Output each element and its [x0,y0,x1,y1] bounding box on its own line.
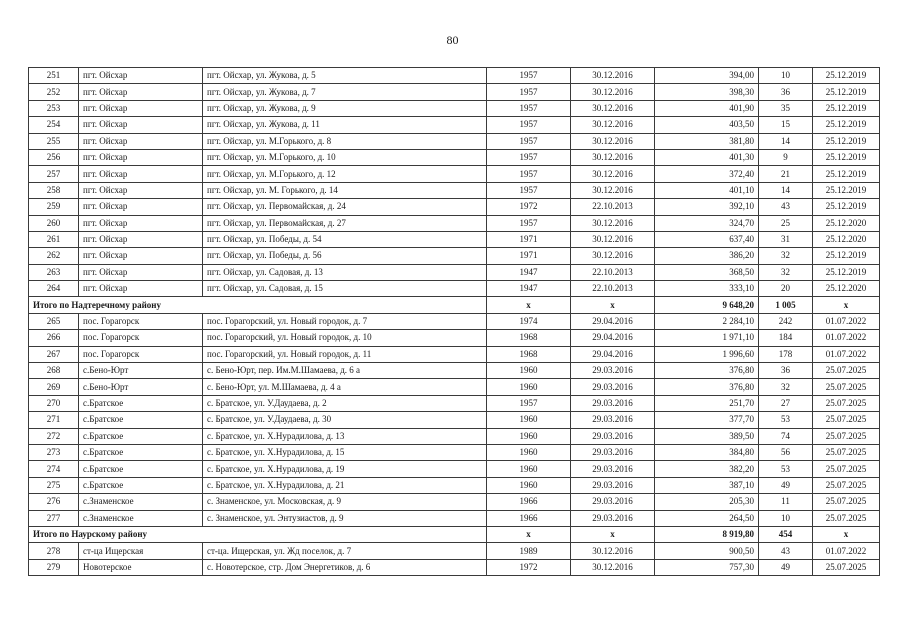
residents-count-cell: 178 [759,346,813,362]
locality-cell: пгт. Ойсхар [79,264,203,280]
residents-count-cell: 43 [759,199,813,215]
row-number-cell: 278 [29,543,79,559]
locality-cell: с.Бено-Юрт [79,379,203,395]
row-number-cell: 252 [29,84,79,100]
term-date-cell: 25.12.2019 [813,68,880,84]
table-row [29,510,880,526]
address-cell: пгт. Ойсхар, ул. Садовая, д. 13 [203,264,487,280]
residents-count-cell: 74 [759,428,813,444]
term-date-cell: 25.07.2025 [813,395,880,411]
date-cell: 22.10.2013 [571,264,655,280]
term-date-cell: 25.07.2025 [813,444,880,460]
address-cell: с. Новотерское, стр. Дом Энергетиков, д. 6 [203,559,487,575]
year-cell: 1960 [487,461,571,477]
year-cell: 1971 [487,231,571,247]
row-number-cell: 273 [29,444,79,460]
table-row [29,100,880,116]
area-cell: 398,30 [655,84,759,100]
address-cell: пос. Горагорский, ул. Новый городок, д. 10 [203,330,487,346]
year-cell: 1972 [487,559,571,575]
date-cell: 29.03.2016 [571,428,655,444]
year-cell: 1947 [487,264,571,280]
year-cell: 1968 [487,346,571,362]
locality-cell: с.Знаменское [79,494,203,510]
area-cell: 1 971,10 [655,330,759,346]
row-number-cell: 271 [29,412,79,428]
area-cell: 392,10 [655,199,759,215]
residents-count-cell: 32 [759,264,813,280]
year-cell: 1972 [487,199,571,215]
term-date-cell: 25.07.2025 [813,510,880,526]
term-date-cell: 25.07.2025 [813,363,880,379]
row-number-cell: 267 [29,346,79,362]
area-cell: 368,50 [655,264,759,280]
residents-count-cell: 10 [759,68,813,84]
term-date-cell: 25.07.2025 [813,477,880,493]
residents-count-cell: 27 [759,395,813,411]
table-row [29,395,880,411]
locality-cell: пгт. Ойсхар [79,100,203,116]
table-row [29,346,880,362]
address-cell: пгт. Ойсхар, ул. Садовая, д. 15 [203,281,487,297]
term-date-cell: 25.12.2019 [813,166,880,182]
date-cell: 30.12.2016 [571,100,655,116]
term-date-cell: 25.12.2019 [813,182,880,198]
table-row [29,313,880,329]
address-cell: с. Братское, ул. У.Даудаева, д. 2 [203,395,487,411]
area-cell: 637,40 [655,231,759,247]
total-label: Итого по Надтеречному району [29,297,487,313]
area-cell: 251,70 [655,395,759,411]
area-cell: 384,80 [655,444,759,460]
area-cell: 403,50 [655,117,759,133]
year-cell: 1960 [487,363,571,379]
term-date-cell: 01.07.2022 [813,330,880,346]
year-cell: 1957 [487,182,571,198]
table-row [29,84,880,100]
date-cell: 30.12.2016 [571,543,655,559]
area-cell: 386,20 [655,248,759,264]
year-cell: 1971 [487,248,571,264]
term-date-cell: 25.12.2019 [813,248,880,264]
row-number-cell: 254 [29,117,79,133]
residents-count-cell: 53 [759,412,813,428]
area-cell: 372,40 [655,166,759,182]
area-cell: 381,80 [655,133,759,149]
locality-cell: с.Братское [79,412,203,428]
residents-count-cell: 242 [759,313,813,329]
table-row [29,231,880,247]
area-cell: 205,30 [655,494,759,510]
term-date-cell: 25.12.2019 [813,100,880,116]
date-cell: 29.03.2016 [571,395,655,411]
locality-cell: пос. Горагорск [79,313,203,329]
table-row [29,199,880,215]
table-row [29,363,880,379]
locality-cell: пгт. Ойсхар [79,68,203,84]
area-cell: 264,50 [655,510,759,526]
row-number-cell: 264 [29,281,79,297]
area-cell: 387,10 [655,477,759,493]
address-cell: с. Братское, ул. Х.Нурадилова, д. 21 [203,477,487,493]
table-row [29,215,880,231]
date-cell: 22.10.2013 [571,199,655,215]
address-cell: с. Бено-Юрт, ул. М.Шамаева, д. 4 а [203,379,487,395]
address-cell: с. Знаменское, ул. Московская, д. 9 [203,494,487,510]
row-number-cell: 256 [29,149,79,165]
locality-cell: пгт. Ойсхар [79,84,203,100]
table-row [29,444,880,460]
date-cell: 30.12.2016 [571,231,655,247]
address-cell: пгт. Ойсхар, ул. М.Горького, д. 12 [203,166,487,182]
address-cell: пгт. Ойсхар, ул. Первомайская, д. 27 [203,215,487,231]
residents-count-cell: 49 [759,477,813,493]
address-cell: с. Братское, ул. У.Даудаева, д. 30 [203,412,487,428]
term-date-cell: 25.07.2025 [813,461,880,477]
total-year-cell: x [487,297,571,313]
table-row [29,133,880,149]
area-cell: 377,70 [655,412,759,428]
year-cell: 1957 [487,84,571,100]
term-date-cell: 25.12.2020 [813,231,880,247]
row-number-cell: 268 [29,363,79,379]
address-cell: пгт. Ойсхар, ул. Жукова, д. 5 [203,68,487,84]
area-cell: 394,00 [655,68,759,84]
term-date-cell: 25.12.2020 [813,215,880,231]
address-cell: с. Бено-Юрт, пер. Им.М.Шамаева, д. 6 а [203,363,487,379]
locality-cell: с.Братское [79,395,203,411]
locality-cell: с.Братское [79,461,203,477]
term-date-cell: 25.07.2025 [813,494,880,510]
year-cell: 1960 [487,428,571,444]
locality-cell: пос. Горагорск [79,346,203,362]
total-date-cell: x [571,297,655,313]
area-cell: 324,70 [655,215,759,231]
row-number-cell: 251 [29,68,79,84]
area-cell: 333,10 [655,281,759,297]
address-cell: пгт. Ойсхар, ул. Первомайская, д. 24 [203,199,487,215]
address-cell: пгт. Ойсхар, ул. М. Горького, д. 14 [203,182,487,198]
date-cell: 29.04.2016 [571,346,655,362]
address-cell: пгт. Ойсхар, ул. Победы, д. 54 [203,231,487,247]
district-total-row [29,526,880,542]
locality-cell: пгт. Ойсхар [79,149,203,165]
table-row [29,117,880,133]
locality-cell: пос. Горагорск [79,330,203,346]
locality-cell: пгт. Ойсхар [79,182,203,198]
total-date-cell: x [571,526,655,542]
residents-count-cell: 11 [759,494,813,510]
date-cell: 29.03.2016 [571,510,655,526]
area-cell: 382,20 [655,461,759,477]
total-term-cell: x [813,526,880,542]
date-cell: 29.03.2016 [571,379,655,395]
year-cell: 1966 [487,494,571,510]
locality-cell: с.Братское [79,428,203,444]
residents-count-cell: 14 [759,133,813,149]
table-row [29,248,880,264]
date-cell: 30.12.2016 [571,133,655,149]
date-cell: 29.04.2016 [571,313,655,329]
residents-count-cell: 20 [759,281,813,297]
term-date-cell: 25.12.2020 [813,281,880,297]
area-cell: 376,80 [655,363,759,379]
table-row [29,543,880,559]
row-number-cell: 260 [29,215,79,231]
date-cell: 30.12.2016 [571,166,655,182]
table-row [29,166,880,182]
year-cell: 1968 [487,330,571,346]
locality-cell: пгт. Ойсхар [79,133,203,149]
address-cell: с. Знаменское, ул. Энтузиастов, д. 9 [203,510,487,526]
date-cell: 29.03.2016 [571,412,655,428]
date-cell: 22.10.2013 [571,281,655,297]
year-cell: 1957 [487,68,571,84]
row-number-cell: 263 [29,264,79,280]
row-number-cell: 279 [29,559,79,575]
term-date-cell: 01.07.2022 [813,346,880,362]
area-cell: 757,30 [655,559,759,575]
locality-cell: с.Знаменское [79,510,203,526]
address-cell: пгт. Ойсхар, ул. Жукова, д. 11 [203,117,487,133]
year-cell: 1960 [487,412,571,428]
table-row [29,379,880,395]
address-cell: пос. Горагорский, ул. Новый городок, д. 7 [203,313,487,329]
row-number-cell: 255 [29,133,79,149]
locality-cell: пгт. Ойсхар [79,215,203,231]
term-date-cell: 01.07.2022 [813,543,880,559]
residents-count-cell: 53 [759,461,813,477]
date-cell: 29.03.2016 [571,477,655,493]
row-number-cell: 261 [29,231,79,247]
area-cell: 401,10 [655,182,759,198]
total-count-cell: 454 [759,526,813,542]
date-cell: 29.03.2016 [571,363,655,379]
locality-cell: ст-ца Ищерская [79,543,203,559]
year-cell: 1957 [487,166,571,182]
residents-count-cell: 36 [759,363,813,379]
residents-count-cell: 21 [759,166,813,182]
locality-cell: пгт. Ойсхар [79,199,203,215]
term-date-cell: 25.07.2025 [813,379,880,395]
residents-count-cell: 25 [759,215,813,231]
year-cell: 1957 [487,395,571,411]
year-cell: 1957 [487,215,571,231]
table-row [29,264,880,280]
date-cell: 29.03.2016 [571,461,655,477]
residents-count-cell: 49 [759,559,813,575]
address-cell: с. Братское, ул. Х.Нурадилова, д. 15 [203,444,487,460]
total-label: Итого по Наурскому району [29,526,487,542]
locality-cell: пгт. Ойсхар [79,281,203,297]
date-cell: 30.12.2016 [571,117,655,133]
table-row [29,428,880,444]
address-cell: пгт. Ойсхар, ул. М.Горького, д. 8 [203,133,487,149]
total-area-cell: 8 919,80 [655,526,759,542]
area-cell: 2 284,10 [655,313,759,329]
date-cell: 29.03.2016 [571,494,655,510]
address-cell: пгт. Ойсхар, ул. Жукова, д. 7 [203,84,487,100]
housing-registry-table [28,67,880,576]
table-body [29,68,880,576]
address-cell: пгт. Ойсхар, ул. Жукова, д. 9 [203,100,487,116]
year-cell: 1960 [487,477,571,493]
address-cell: пгт. Ойсхар, ул. Победы, д. 56 [203,248,487,264]
row-number-cell: 272 [29,428,79,444]
residents-count-cell: 184 [759,330,813,346]
residents-count-cell: 35 [759,100,813,116]
address-cell: с. Братское, ул. Х.Нурадилова, д. 13 [203,428,487,444]
table-row [29,281,880,297]
table-row [29,68,880,84]
row-number-cell: 274 [29,461,79,477]
year-cell: 1957 [487,100,571,116]
row-number-cell: 276 [29,494,79,510]
locality-cell: с.Братское [79,444,203,460]
area-cell: 401,30 [655,149,759,165]
residents-count-cell: 32 [759,248,813,264]
address-cell: с. Братское, ул. Х.Нурадилова, д. 19 [203,461,487,477]
year-cell: 1957 [487,117,571,133]
date-cell: 30.12.2016 [571,149,655,165]
term-date-cell: 25.07.2025 [813,428,880,444]
area-cell: 376,80 [655,379,759,395]
year-cell: 1960 [487,379,571,395]
residents-count-cell: 36 [759,84,813,100]
row-number-cell: 266 [29,330,79,346]
date-cell: 30.12.2016 [571,182,655,198]
area-cell: 401,90 [655,100,759,116]
row-number-cell: 262 [29,248,79,264]
date-cell: 30.12.2016 [571,248,655,264]
residents-count-cell: 9 [759,149,813,165]
row-number-cell: 257 [29,166,79,182]
term-date-cell: 01.07.2022 [813,313,880,329]
page-number: 80 [446,33,459,47]
total-term-cell: x [813,297,880,313]
date-cell: 30.12.2016 [571,559,655,575]
table-row [29,559,880,575]
date-cell: 29.03.2016 [571,444,655,460]
year-cell: 1966 [487,510,571,526]
row-number-cell: 269 [29,379,79,395]
total-year-cell: x [487,526,571,542]
locality-cell: с.Братское [79,477,203,493]
year-cell: 1960 [487,444,571,460]
term-date-cell: 25.12.2019 [813,84,880,100]
table-row [29,149,880,165]
row-number-cell: 277 [29,510,79,526]
row-number-cell: 258 [29,182,79,198]
row-number-cell: 270 [29,395,79,411]
residents-count-cell: 43 [759,543,813,559]
year-cell: 1974 [487,313,571,329]
locality-cell: пгт. Ойсхар [79,166,203,182]
date-cell: 30.12.2016 [571,215,655,231]
table-row [29,477,880,493]
locality-cell: пгт. Ойсхар [79,117,203,133]
residents-count-cell: 32 [759,379,813,395]
address-cell: пос. Горагорский, ул. Новый городок, д. 11 [203,346,487,362]
term-date-cell: 25.12.2019 [813,133,880,149]
date-cell: 30.12.2016 [571,84,655,100]
table-row [29,330,880,346]
residents-count-cell: 31 [759,231,813,247]
year-cell: 1957 [487,149,571,165]
locality-cell: пгт. Ойсхар [79,248,203,264]
term-date-cell: 25.12.2019 [813,149,880,165]
row-number-cell: 259 [29,199,79,215]
locality-cell: Новотерское [79,559,203,575]
total-area-cell: 9 648,20 [655,297,759,313]
table-row [29,412,880,428]
term-date-cell: 25.12.2019 [813,117,880,133]
term-date-cell: 25.12.2019 [813,199,880,215]
table-row [29,182,880,198]
total-count-cell: 1 005 [759,297,813,313]
year-cell: 1989 [487,543,571,559]
residents-count-cell: 14 [759,182,813,198]
area-cell: 389,50 [655,428,759,444]
date-cell: 29.04.2016 [571,330,655,346]
residents-count-cell: 56 [759,444,813,460]
locality-cell: с.Бено-Юрт [79,363,203,379]
residents-count-cell: 15 [759,117,813,133]
area-cell: 900,50 [655,543,759,559]
row-number-cell: 275 [29,477,79,493]
row-number-cell: 265 [29,313,79,329]
year-cell: 1957 [487,133,571,149]
row-number-cell: 253 [29,100,79,116]
term-date-cell: 25.07.2025 [813,412,880,428]
district-total-row [29,297,880,313]
address-cell: пгт. Ойсхар, ул. М.Горького, д. 10 [203,149,487,165]
table-row [29,461,880,477]
locality-cell: пгт. Ойсхар [79,231,203,247]
year-cell: 1947 [487,281,571,297]
area-cell: 1 996,60 [655,346,759,362]
term-date-cell: 25.07.2025 [813,559,880,575]
term-date-cell: 25.12.2019 [813,264,880,280]
residents-count-cell: 10 [759,510,813,526]
date-cell: 30.12.2016 [571,68,655,84]
table-row [29,494,880,510]
address-cell: ст-ца. Ищерская, ул. Жд поселок, д. 7 [203,543,487,559]
